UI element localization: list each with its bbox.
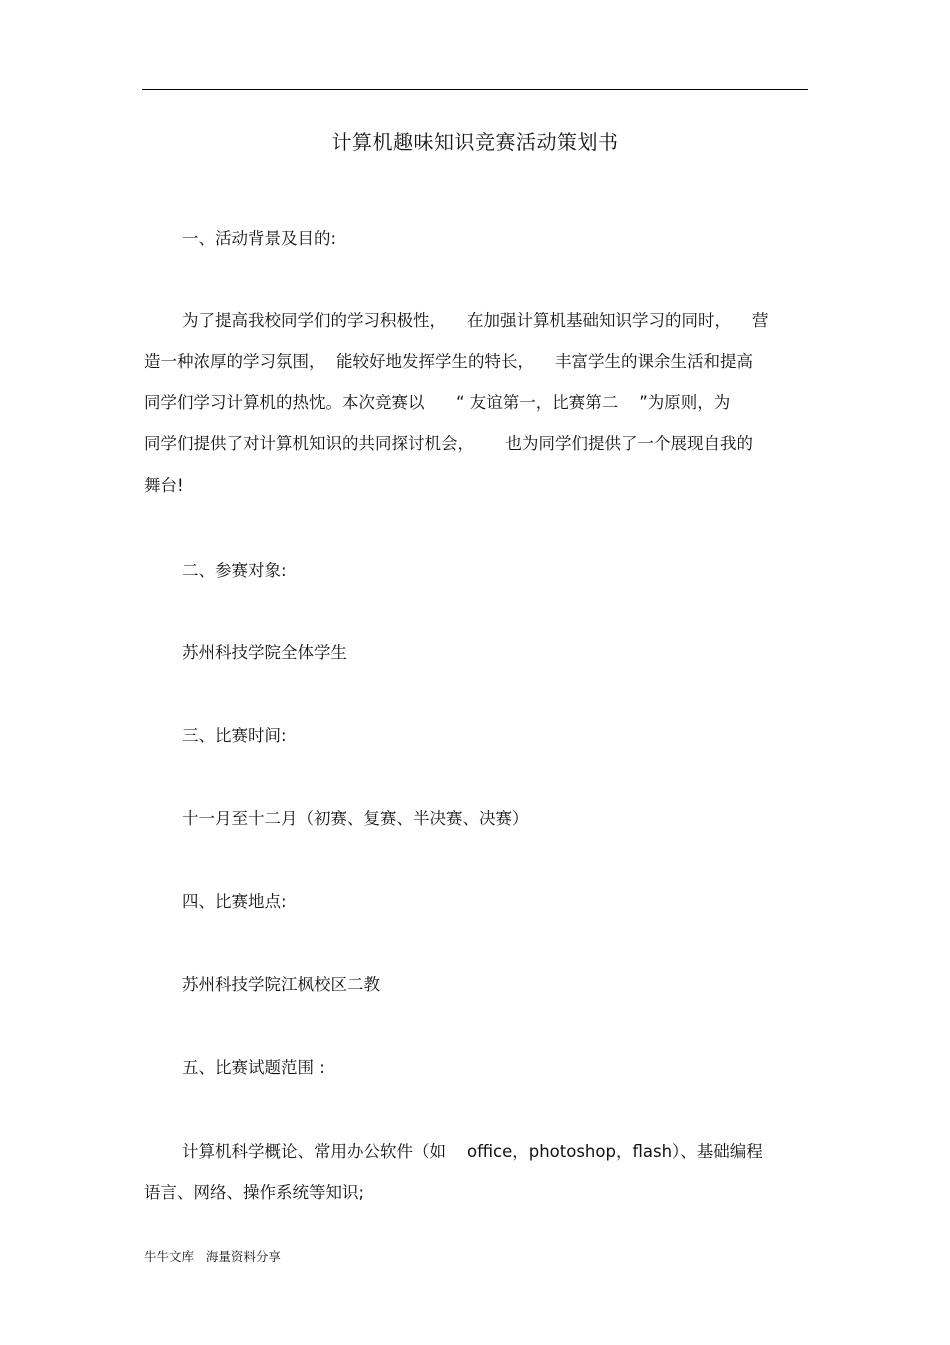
paragraph-line: 计算机科学概论、常用办公软件（如 office，photoshop，flash）、基础编程 xyxy=(182,1142,763,1161)
section-body-time: 十一月至十二月（初赛、复赛、半决赛、决赛） xyxy=(182,809,529,828)
paragraph-line: 同学们学习计算机的热忱。本次竞赛以 “ 友谊第一，比赛第二 ”为原则，为 xyxy=(144,393,731,412)
section-body-scope xyxy=(144,1140,804,1210)
paragraph-line: 造一种浓厚的学习氛围， 能较好地发挥学生的特长， 丰富学生的课余生活和提高 xyxy=(144,352,753,371)
section-heading-participants: 二、参赛对象: xyxy=(182,561,287,580)
section-body-participants: 苏州科技学院全体学生 xyxy=(182,643,347,662)
section-heading-time: 三、比赛时间: xyxy=(182,726,287,745)
page-footer: 牛牛文库 海量资料分享 xyxy=(144,1249,281,1264)
section-heading-background: 一、活动背景及目的: xyxy=(182,229,337,248)
paragraph-line: 为了提高我校同学们的学习积极性， 在加强计算机基础知识学习的同时， 营 xyxy=(182,311,769,330)
section-body-location: 苏州科技学院江枫校区二教 xyxy=(182,975,380,994)
paragraph-line: 舞台! xyxy=(144,476,184,495)
section-body-background xyxy=(144,309,804,509)
section-heading-location: 四、比赛地点: xyxy=(182,892,287,911)
section-heading-scope: 五、比赛试题范围 : xyxy=(182,1058,325,1077)
document-title: 计算机趣味知识竞赛活动策划书 xyxy=(331,130,619,154)
header-rule xyxy=(142,89,808,90)
paragraph-line: 语言、网络、操作系统等知识; xyxy=(144,1183,365,1202)
paragraph-line: 同学们提供了对计算机知识的共同探讨机会， 也为同学们提供了一个展现自我的 xyxy=(144,434,753,453)
